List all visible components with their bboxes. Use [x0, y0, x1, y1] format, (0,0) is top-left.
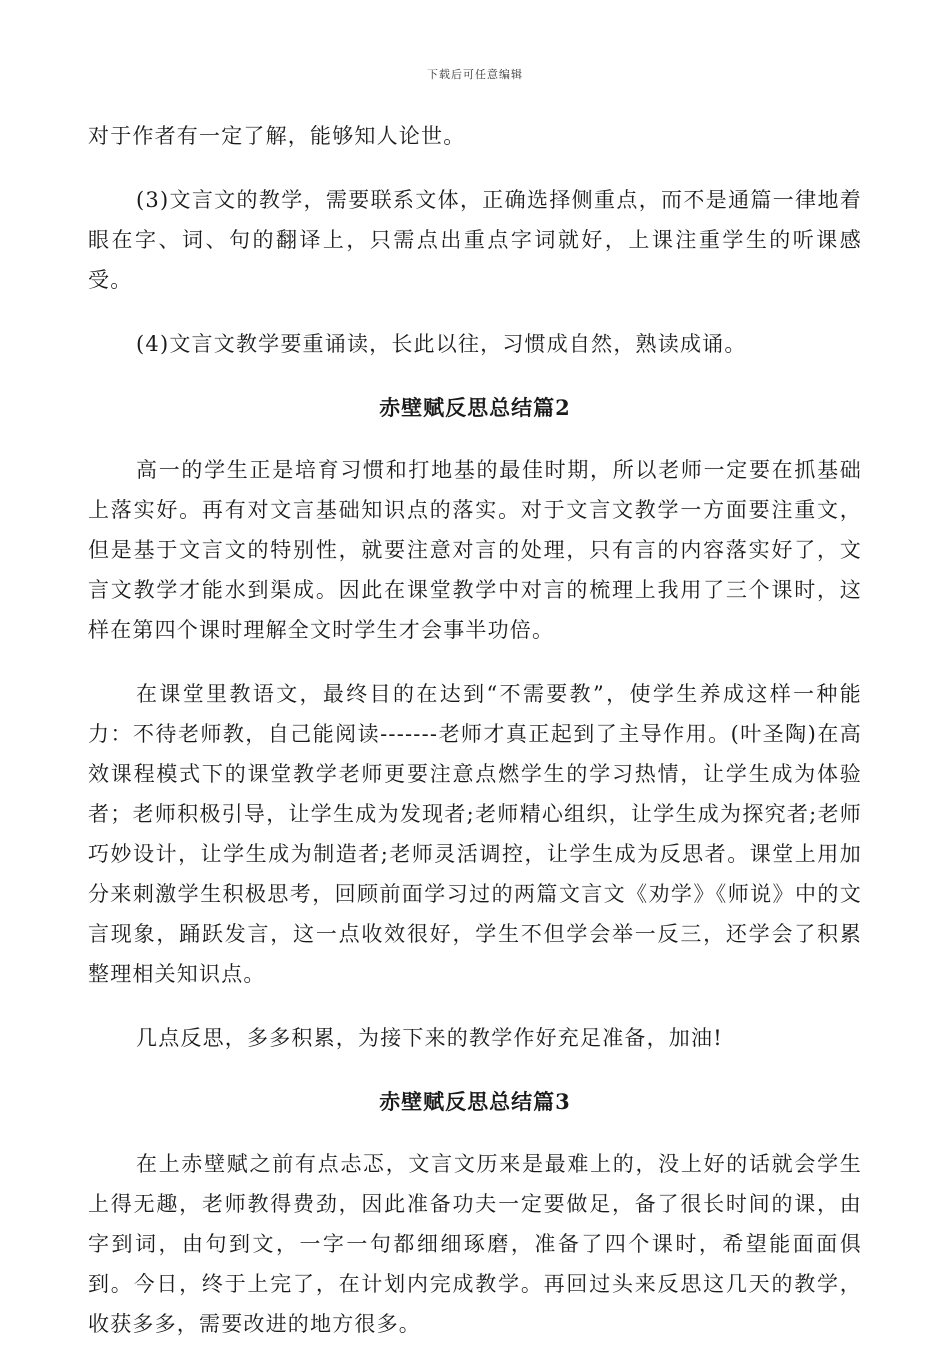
document-body — [88, 116, 862, 1368]
paragraph-intro-2: (3)文言文的教学，需要联系文体，正确选择侧重点，而不是通篇一律地着眼在字、词、句的翻译上，只需点出重点字词就好，上课注重学生的听课感受。 — [88, 188, 862, 292]
paragraph-part2-1: 高一的学生正是培育习惯和打地基的最佳时期，所以老师一定要在抓基础上落实好。再有对文言基础知识点的落实。对于文言文教学一方面要注重文，但是基于文言文的特别性，就要注意对言的处理，只有言的内容落实好了，文言文教学才能水到渠成。因此在课堂教学中对言的梳理上我用了三个课时，这样在第四个课时理解全文时学生才会事半功倍。 — [88, 458, 862, 642]
section-title-3: 赤壁赋反思总结篇3 — [379, 1089, 571, 1114]
paragraph-part2-2: 在课堂里教语文，最终目的在达到“不需要教”，使学生养成这样一种能力：不待老师教，自己能阅读-------老师才真正起到了主导作用。(叶圣陶)在高效课程模式下的课堂教学老师更要注意点燃学生的学习热情，让学生成为体验者；老师积极引导，让学生成为发现者;老师精心组织，让学生成为探究者;老师巧妙设计，让学生成为制造者;老师灵活调控，让学生成为反思者。课堂上用加分来刺激学生积极思考，回顾前面学习过的两篇文言文《劝学》《师说》中的文言现象，踊跃发言，这一点收效很好，学生不但学会举一反三，还学会了积累整理相关知识点。 — [88, 682, 862, 986]
paragraph-part3-1: 在上赤壁赋之前有点忐忑，文言文历来是最难上的，没上好的话就会学生上得无趣，老师教得费劲，因此准备功夫一定要做足，备了很长时间的课，由字到词，由句到文，一字一句都细细琢磨，准备了四个课时，希望能面面俱到。今日，终于上完了，在计划内完成教学。再回过头来反思这几天的教学，收获多多，需要改进的地方很多。 — [88, 1152, 862, 1336]
page-header: 下载后可任意编辑 — [427, 68, 523, 81]
paragraph-intro-1: 对于作者有一定了解，能够知人论世。 — [88, 124, 466, 148]
paragraph-intro-3: (4)文言文教学要重诵读，长此以往，习惯成自然，熟读成诵。 — [136, 332, 747, 356]
paragraph-part2-3: 几点反思，多多积累，为接下来的教学作好充足准备，加油! — [136, 1026, 723, 1050]
section-title-2: 赤壁赋反思总结篇2 — [379, 395, 571, 420]
